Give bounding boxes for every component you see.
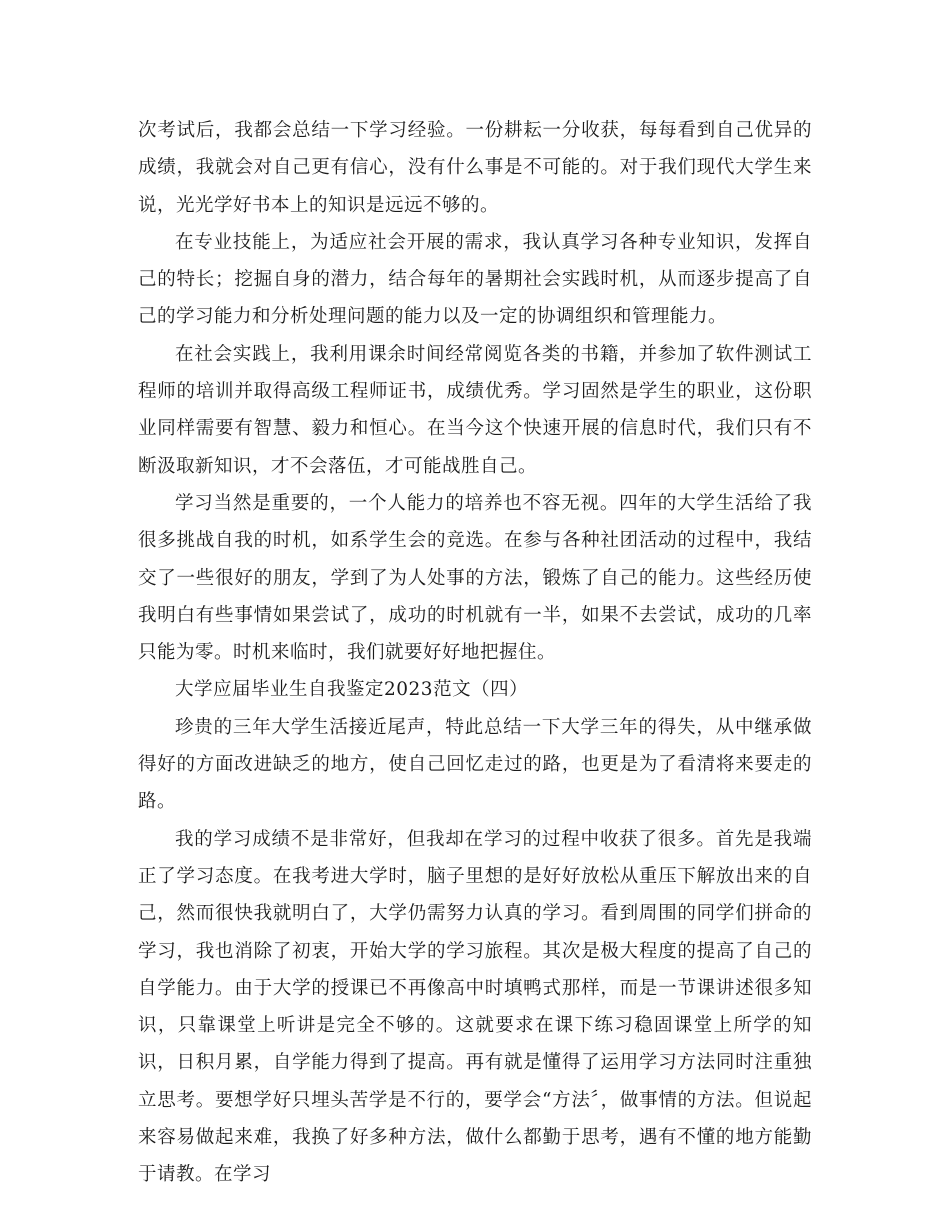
paragraph-intro: 珍贵的三年大学生活接近尾声，特此总结一下大学三年的得失，从中继承做得好的方面改进缺乏的地方，使自己回忆走过的路，也更是为了看清将来要走的路。 — [138, 716, 812, 813]
paragraph-continued: 次考试后，我都会总结一下学习经验。一份耕耘一分收获，每每看到自己优异的成绩，我就会对自己更有信心，没有什么事是不可能的。对于我们现代大学生来说，光光学好书本上的知识是远远不够的。 — [138, 120, 812, 216]
section-heading: 大学应届毕业生自我鉴定2023范文（四） — [175, 679, 529, 701]
paragraph-ability-training: 学习当然是重要的，一个人能力的培养也不容无视。四年的大学生活给了我很多挑战自我的时机，如系学生会的竞选。在参与各种社团活动的过程中，我结交了一些很好的朋友，学到了为人处事的方法，锻炼了自己的能力。这些经历使我明白有些事情如果尝试了，成功的时机就有一半，如果不去尝试，成功的几率只能为零。时机来临时，我们就要好好地把握住。 — [138, 492, 812, 664]
document-body — [138, 112, 812, 1194]
paragraph-social-practice: 在社会实践上，我利用课余时间经常阅览各类的书籍，并参加了软件测试工程师的培训并取得高级工程师证书，成绩优秀。学习固然是学生的职业，这份职业同样需要有智慧、毅力和恒心。在当今这个快速开展的信息时代，我们只有不断汲取新知识，才不会落伍，才可能战胜自己。 — [138, 343, 812, 477]
paragraph-professional-skills: 在专业技能上，为适应社会开展的需求，我认真学习各种专业知识，发挥自己的特长；挖掘自身的潜力，结合每年的暑期社会实践时机，从而逐步提高了自己的学习能力和分析处理问题的能力以及一定的协调组织和管理能力。 — [138, 231, 812, 328]
paragraph-study: 我的学习成绩不是非常好，但我却在学习的过程中收获了很多。首先是我端正了学习态度。在我考进大学时，脑子里想的是好好放松从重压下解放出来的自己，然而很快我就明白了，大学仍需努力认真的学习。看到周围的同学们拼命的学习，我也消除了初衷，开始大学的学习旅程。其次是极大程度的提高了自己的自学能力。由于大学的授课已不再像高中时填鸭式那样，而是一节课讲述很多知识，只靠课堂上听讲是完全不够的。这就要求在课下练习稳固课堂上所学的知识，日积月累，自学能力得到了提高。再有就是懂得了运用学习方法同时注重独立思考。要想学好只埋头苦学是不行的，要学会“方法〞，做事情的方法。但说起来容易做起来难，我换了好多种方法，做什么都勤于思考，遇有不懂的地方能勤于请教。在学习 — [138, 828, 812, 1186]
